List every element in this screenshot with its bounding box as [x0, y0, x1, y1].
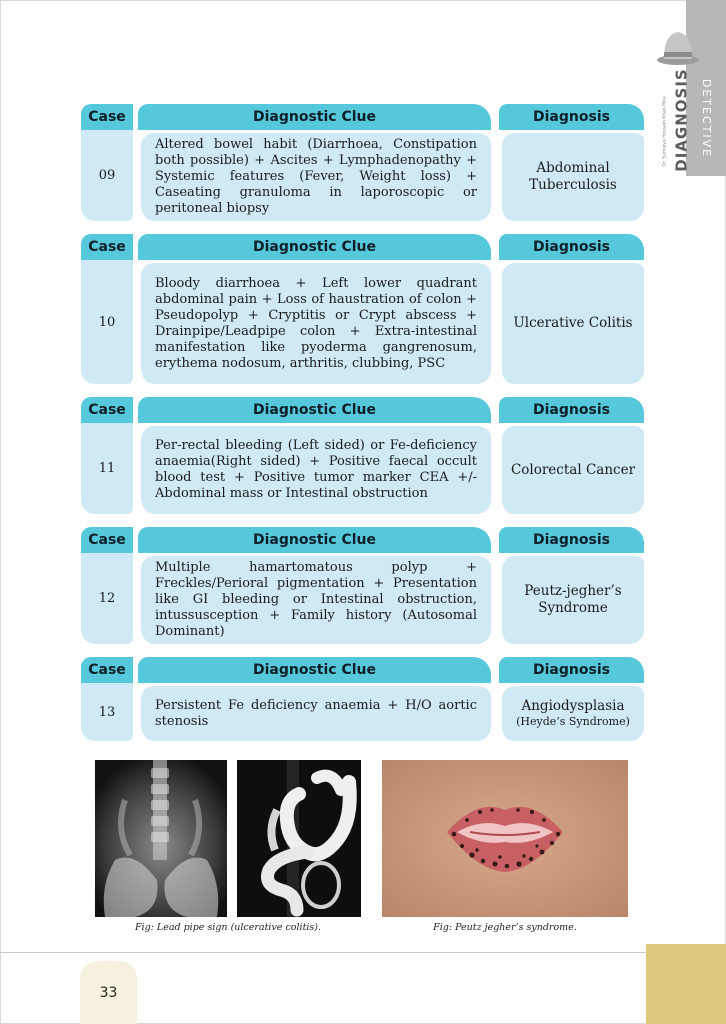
diagnosis-text: Angiodysplasia: [521, 698, 625, 714]
case-number: 10: [81, 260, 133, 384]
header-diagnosis: Diagnosis: [499, 527, 644, 553]
case-number: 13: [81, 683, 133, 741]
case-block: [81, 104, 644, 221]
header-diagnosis: Diagnosis: [499, 234, 644, 260]
case-block: [81, 527, 644, 644]
header-diagnosis: Diagnosis: [499, 657, 644, 683]
case-block: [81, 657, 644, 741]
header-case: Case: [81, 397, 133, 423]
case-number: 11: [81, 423, 133, 514]
brand-diagnosis: [672, 70, 692, 170]
lip-pigmentation-image: [382, 760, 628, 917]
brand-title-text: DIAGNOSIS: [673, 68, 692, 172]
header-diagnostic-clue: Diagnostic Clue: [138, 397, 491, 423]
header-case: Case: [81, 657, 133, 683]
header-case: Case: [81, 104, 133, 130]
brand-author: [658, 86, 672, 176]
diagnosis-cell: [499, 683, 644, 741]
header-diagnostic-clue: Diagnostic Clue: [138, 527, 491, 553]
figure-caption-left: Fig: Lead pipe sign (ulcerative colitis).: [134, 922, 322, 933]
diagnosis-cell: [499, 260, 644, 384]
barium-enema-image: [237, 760, 361, 917]
header-diagnostic-clue: Diagnostic Clue: [138, 104, 491, 130]
diagnosis-text: Colorectal Cancer: [510, 461, 636, 478]
footer-divider: [0, 952, 646, 953]
diagnosis-cell: [499, 423, 644, 514]
diagnostic-clue: Per-rectal bleeding (Left sided) or Fe-deficiency anaemia(Right sided) + Positive faecal occult blood test + Positive tumor marker CEA +/- Abdominal mass or Intestinal obstruction: [138, 423, 491, 514]
header-diagnostic-clue: Diagnostic Clue: [138, 657, 491, 683]
diagnostic-clue: Multiple hamartomatous polyp + Freckles/Perioral pigmentation + Presentation like GI bleeding or Intestinal obstruction, intussusception + Family history (Autosomal Dominant): [138, 553, 491, 644]
xray-abdomen-image: [95, 760, 227, 917]
case-number: 09: [81, 130, 133, 221]
diagnosis-cell: [499, 553, 644, 644]
diagnosis-text: Abdominal Tuberculosis: [529, 160, 617, 193]
diagnostic-clue: Persistent Fe deficiency anaemia + H/O aortic stenosis: [138, 683, 491, 741]
diagnosis-note: (Heyde’s Syndrome): [516, 715, 630, 728]
diagnosis-text: Ulcerative Colitis: [513, 315, 633, 331]
diagnosis-cell: [499, 130, 644, 221]
header-diagnosis: Diagnosis: [499, 104, 644, 130]
detective-hat-icon: [656, 26, 700, 66]
page-number: 33: [80, 961, 137, 1024]
diagnostic-clue: Altered bowel habit (Diarrhoea, Constipation both possible) + Ascites + Lymphadenopathy + Systemic features (Fever, Weight loss) + Caseating granuloma in laporoscopic or peritoneal biopsy: [138, 130, 491, 221]
case-number: 12: [81, 553, 133, 644]
brand-series-text: DETECTIVE: [700, 78, 714, 158]
case-block: [81, 397, 644, 514]
diagnosis-text: Peutz-jegher’s Syndrome: [524, 583, 622, 616]
figure-caption-right: Fig: Peutz jegher’s syndrome.: [433, 922, 577, 933]
diagnostic-clue: Bloody diarrhoea + Left lower quadrant abdominal pain + Loss of haustration of colon + Pseudopolyp + Cryptitis or Crypt abscess + Drainpipe/Leadpipe colon + Extra-intestinal manifestation like pyoderma gangrenosum, erythema nodosum, arthritis, clubbing, PSC: [138, 260, 491, 384]
case-block: [81, 234, 644, 384]
brand-author-text: Dr. Sumaiya Hossain Khan Mou: [662, 95, 668, 167]
header-case: Case: [81, 527, 133, 553]
brand-detective: [695, 64, 719, 172]
header-diagnosis: Diagnosis: [499, 397, 644, 423]
header-case: Case: [81, 234, 133, 260]
header-diagnostic-clue: Diagnostic Clue: [138, 234, 491, 260]
corner-decoration: [646, 944, 726, 1024]
